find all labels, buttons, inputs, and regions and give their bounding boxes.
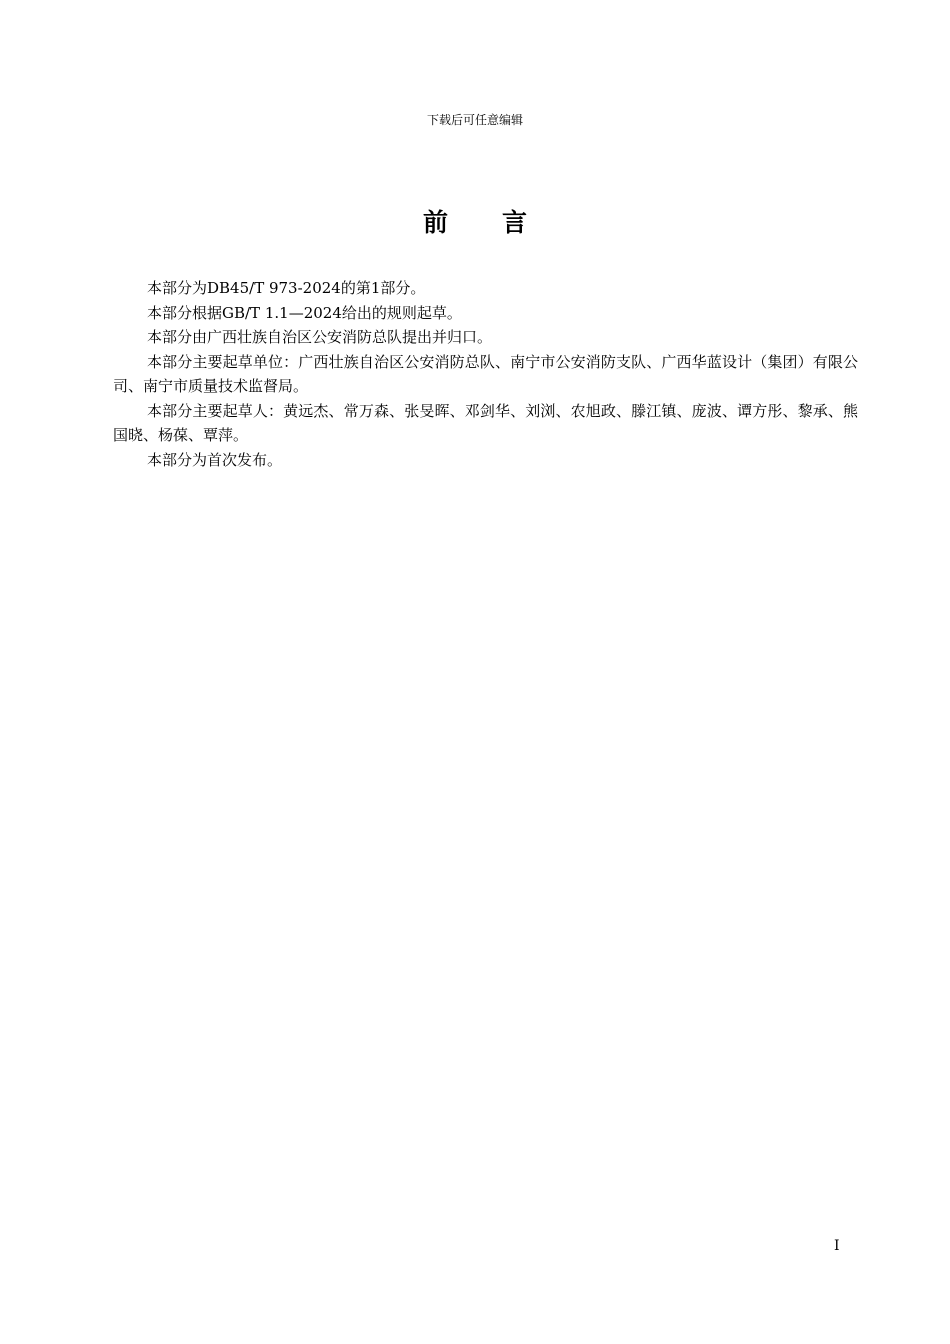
foreword-body (113, 276, 858, 472)
paragraph-first-release: 本部分为首次发布。 (147, 450, 283, 469)
page-title: 前言 (422, 207, 581, 237)
paragraph-drafting-units: 本部分主要起草单位：广西壮族自治区公安消防总队、南宁市公安消防支队、广西华蓝设计（集团）有限公司、南宁市质量技术监督局。 (113, 352, 858, 395)
paragraph-proposer: 本部分由广西壮族自治区公安消防总队提出并归口。 (147, 328, 493, 346)
page-number: I (834, 1238, 840, 1254)
paragraph-drafting-rules: 本部分根据GB/T 1.1—2024给出的规则起草。 (147, 303, 462, 322)
paragraph-drafters: 本部分主要起草人：黄远杰、常万森、张旻晖、邓剑华、刘浏、农旭政、滕江镇、庞波、谭方彤、黎承、熊国晓、杨葆、覃萍。 (113, 401, 858, 444)
header-note: 下载后可任意编辑 (426, 113, 523, 127)
paragraph-document-part: 本部分为DB45/T 973-2024的第1部分。 (147, 279, 426, 297)
